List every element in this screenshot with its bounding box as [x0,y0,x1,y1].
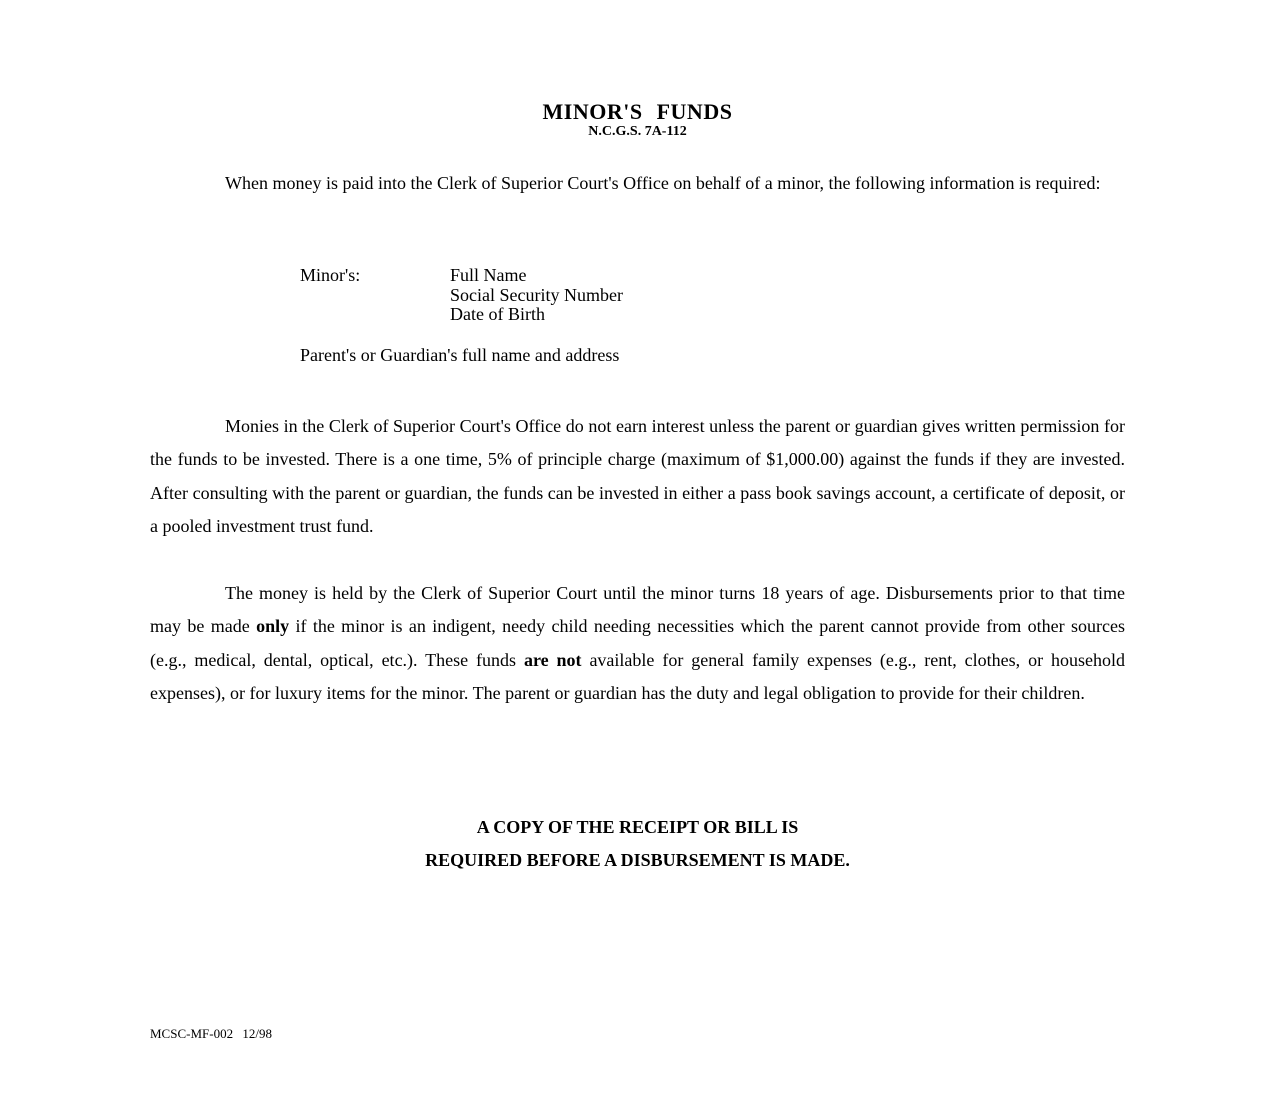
notice-line-2: REQUIRED BEFORE A DISBURSEMENT IS MADE. [425,850,850,871]
statute-reference: N.C.G.S. 7A-112 [588,124,687,139]
document-title: MINOR'S FUNDS [542,99,733,124]
requirements-list [450,266,623,325]
text-segment: available for general family expenses (e.g., rent, clothes, or household expenses), or for luxury items for the minor. The parent or guardian has the duty and legal obligation to provide for their children. [150,649,1125,703]
form-date: 12/98 [242,1026,272,1041]
requirement-item: Date of Birth [450,304,545,324]
text-segment: if the minor is an indigent, needy child needing necessities which the parent cannot provide from other sources (e.g., medical, dental, optical, etc.). These funds [150,616,1126,670]
disbursement-paragraph [150,577,1125,710]
requirement-item: Social Security Number [450,284,623,305]
notice-line-1: A COPY OF THE RECEIPT OR BILL IS [476,817,799,837]
form-footer [150,1026,272,1042]
emphasis-only: only [256,616,290,637]
intro-paragraph: When money is paid into the Clerk of Superior Court's Office on behalf of a minor, the following information is required: [225,173,1101,193]
interest-paragraph: Monies in the Clerk of Superior Court's Office do not earn interest unless the parent or guardian gives written permission for the funds to be invested. There is a one time, 5% of principle charge (maximum of $1,000.00) against the funds if they are invested. After consulting with the parent or guardian, the funds can be invested in either a pass book savings account, a certificate of deposit, or a pooled investment trust fund. [150,416,1125,536]
receipt-notice [0,811,1275,878]
form-number: MCSC-MF-002 [150,1026,234,1041]
guardian-requirement: Parent's or Guardian's full name and address [300,345,620,365]
requirements-label: Minor's: [300,265,361,285]
text-segment: The money is held by the Clerk of Superior Court until the minor turns 18 years of age. Disbursements prior to that time may be made [150,583,1125,637]
emphasis-are-not: are not [523,649,582,670]
requirement-item: Full Name [450,265,527,285]
